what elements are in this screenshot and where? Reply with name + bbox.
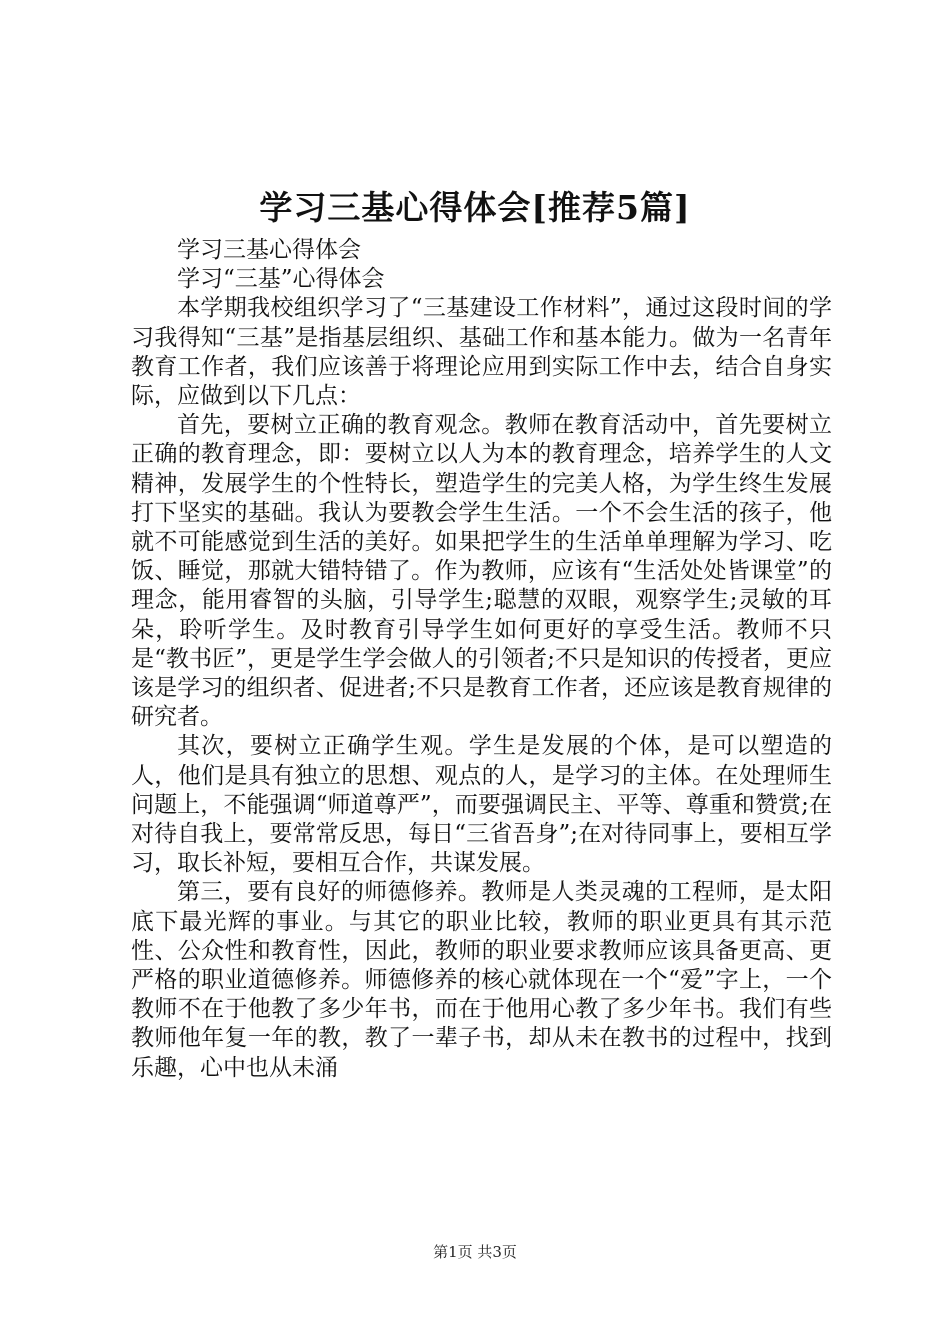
- page-footer: 第1页 共3页: [433, 1243, 517, 1261]
- document-body: [131, 236, 832, 1083]
- paragraph-second-point: 其次，要树立正确学生观。学生是发展的个体，是可以塑造的人，他们是具有独立的思想、观点的人，是学习的主体。在处理师生问题上，不能强调“师道尊严”，而要强调民主、平等、尊重和赞赏;在对待自我上，要常常反思，每日“三省吾身”;在对待同事上，要相互学习，取长补短，要相互合作，共谋发展。: [131, 733, 832, 877]
- paragraph-third-point: 第三，要有良好的师德修养。教师是人类灵魂的工程师，是太阳底下最光辉的事业。与其它的职业比较，教师的职业更具有其示范性、公众性和教育性，因此，教师的职业要求教师应该具备更高、更严格的职业道德修养。师德修养的核心就体现在一个“爱”字上，一个教师不在于他教了多少年书，而在于他用心教了多少年书。我们有些教师他年复一年的教，教了一辈子书，却从未在教书的过程中，找到乐趣，心中也从未涌: [131, 879, 832, 1081]
- paragraph-heading: 学习三基心得体会: [177, 237, 361, 263]
- document-title: 学习三基心得体会[推荐5篇]: [259, 188, 691, 227]
- paragraph-first-point: 首先，要树立正确的教育观念。教师在教育活动中，首先要树立正确的教育理念，即：要树立以人为本的教育理念，培养学生的人文精神，发展学生的个性特长，塑造学生的完美人格，为学生终生发展打下坚实的基础。我认为要教会学生生活。一个不会生活的孩子，他就不可能感觉到生活的美好。如果把学生的生活单单理解为学习、吃饭、睡觉，那就大错特错了。作为教师，应该有“生活处处皆课堂”的理念，能用睿智的头脑，引导学生;聪慧的双眼，观察学生;灵敏的耳朵，聆听学生。及时教育引导学生如何更好的享受生活。教师不只是“教书匠”，更是学生学会做人的引领者;不只是知识的传授者，更应该是学习的组织者、促进者;不只是教育工作者，还应该是教育规律的研究者。: [131, 412, 832, 731]
- paragraph-intro: 本学期我校组织学习了“三基建设工作材料”，通过这段时间的学习我得知“三基”是指基层组织、基础工作和基本能力。做为一名青年教育工作者，我们应该善于将理论应用到实际工作中去，结合自身实际，应做到以下几点：: [131, 295, 832, 410]
- paragraph-subheading: 学习“三基”心得体会: [177, 266, 385, 293]
